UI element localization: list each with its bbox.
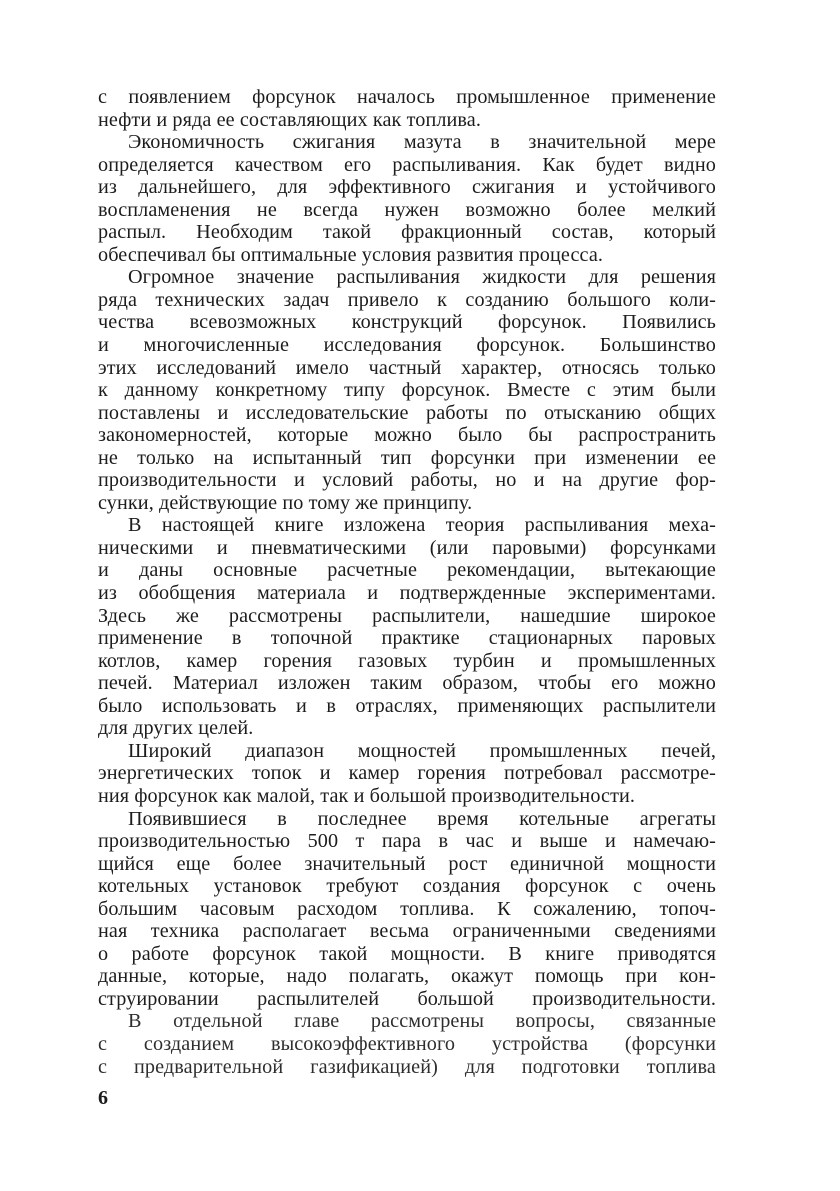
text-line: печей. Материал изложен таким образом, чтобы его можно [98,672,716,695]
text-line: из дальнейшего, для эффективного сжигания и устойчивого [98,176,716,199]
text-line: ная техника располагает весьма ограниченными сведениями [98,920,716,943]
text-line: данные, которые, надо полагать, окажут помощь при кон- [98,965,716,988]
text-line: обеспечивал бы оптимальные условия развития процесса. [98,243,604,266]
text-line: к данному конкретному типу форсунок. Вместе с этим были [98,379,716,402]
text-line: о работе форсунок такой мощности. В книге приводятся [98,942,716,965]
text-line: с предварительной газификацией) для подготовки топлива [98,1055,716,1078]
text-line: этих исследований имело частный характер, относясь только [98,356,716,379]
paragraph-1 [98,86,716,131]
text-line: котельных установок требуют создания форсунок с очень [98,875,716,898]
text-line: применение в топочной практике стационарных паровых [98,627,716,650]
paragraph-2 [98,131,716,266]
text-line: Здесь же рассмотрены распылители, нашедшие широкое [98,604,716,627]
text-line: ряда технических задач привело к созданию большого коли- [98,288,716,311]
text-line: с созданием высокоэффективного устройства (форсунки [98,1032,716,1055]
text-line: В настоящей книге изложена теория распыливания меха- [128,514,716,537]
text-line: котлов, камер горения газовых турбин и промышленных [98,649,716,672]
text-line: с появлением форсунок началось промышленное применение [98,86,716,108]
text-line: Огромное значение распыливания жидкости для решения [128,266,716,289]
book-page [98,86,716,1109]
text-line: и даны основные расчетные рекомендации, вытекающие [98,559,716,582]
text-line: энергетических топок и камер горения потребовал рассмотре- [98,762,716,785]
text-line: было использовать и в отраслях, применяющих распылители [98,694,716,717]
text-line: сунки, действующие по тому же принципу. [98,491,473,514]
text-line: В отдельной главе рассмотрены вопросы, связанные [128,1010,716,1033]
body-text [98,86,716,1078]
text-line: струировании распылителей большой производительности. [98,987,716,1010]
paragraph-4 [98,514,716,739]
page-number: 6 [98,1087,108,1109]
text-line: поставлены и исследовательские работы по отысканию общих [98,401,716,424]
text-line: производительностью 500 т пара в час и выше и намечаю- [98,830,716,853]
text-line: нефти и ряда ее составляющих как топлива. [98,108,481,131]
text-line: для других целей. [98,717,254,740]
text-line: закономерностей, которые можно было бы распространить [98,424,716,447]
text-line: ническими и пневматическими (или паровыми) форсунками [98,536,716,559]
text-line: чества всевозможных конструкций форсунок. Появились [98,311,716,334]
paragraph-7 [98,1010,716,1078]
text-line: определяется качеством его распыливания. Как будет видно [98,153,716,176]
text-line: воспламенения не всегда нужен возможно более мелкий [98,198,716,221]
text-line: и многочисленные исследования форсунок. Большинство [98,334,716,357]
text-line: Широкий диапазон мощностей промышленных печей, [128,739,716,762]
paragraph-3 [98,266,716,514]
text-line: Появившиеся в последнее время котельные агрегаты [128,807,716,830]
text-line: ния форсунок как малой, так и большой производительности. [98,784,636,807]
text-line: большим часовым расходом топлива. К сожалению, топоч- [98,897,716,920]
paragraph-5 [98,740,716,808]
text-line: Экономичность сжигания мазута в значительной мере [128,131,716,154]
text-line: щийся еще более значительный рост единичной мощности [98,852,716,875]
text-line: из обобщения материала и подтвержденные экспериментами. [98,582,716,605]
text-line: распыл. Необходим такой фракционный состав, который [98,221,716,244]
text-line: не только на испытанный тип форсунки при изменении ее [98,446,716,469]
text-line: производительности и условий работы, но и на другие фор- [98,469,716,492]
paragraph-6 [98,808,716,1011]
